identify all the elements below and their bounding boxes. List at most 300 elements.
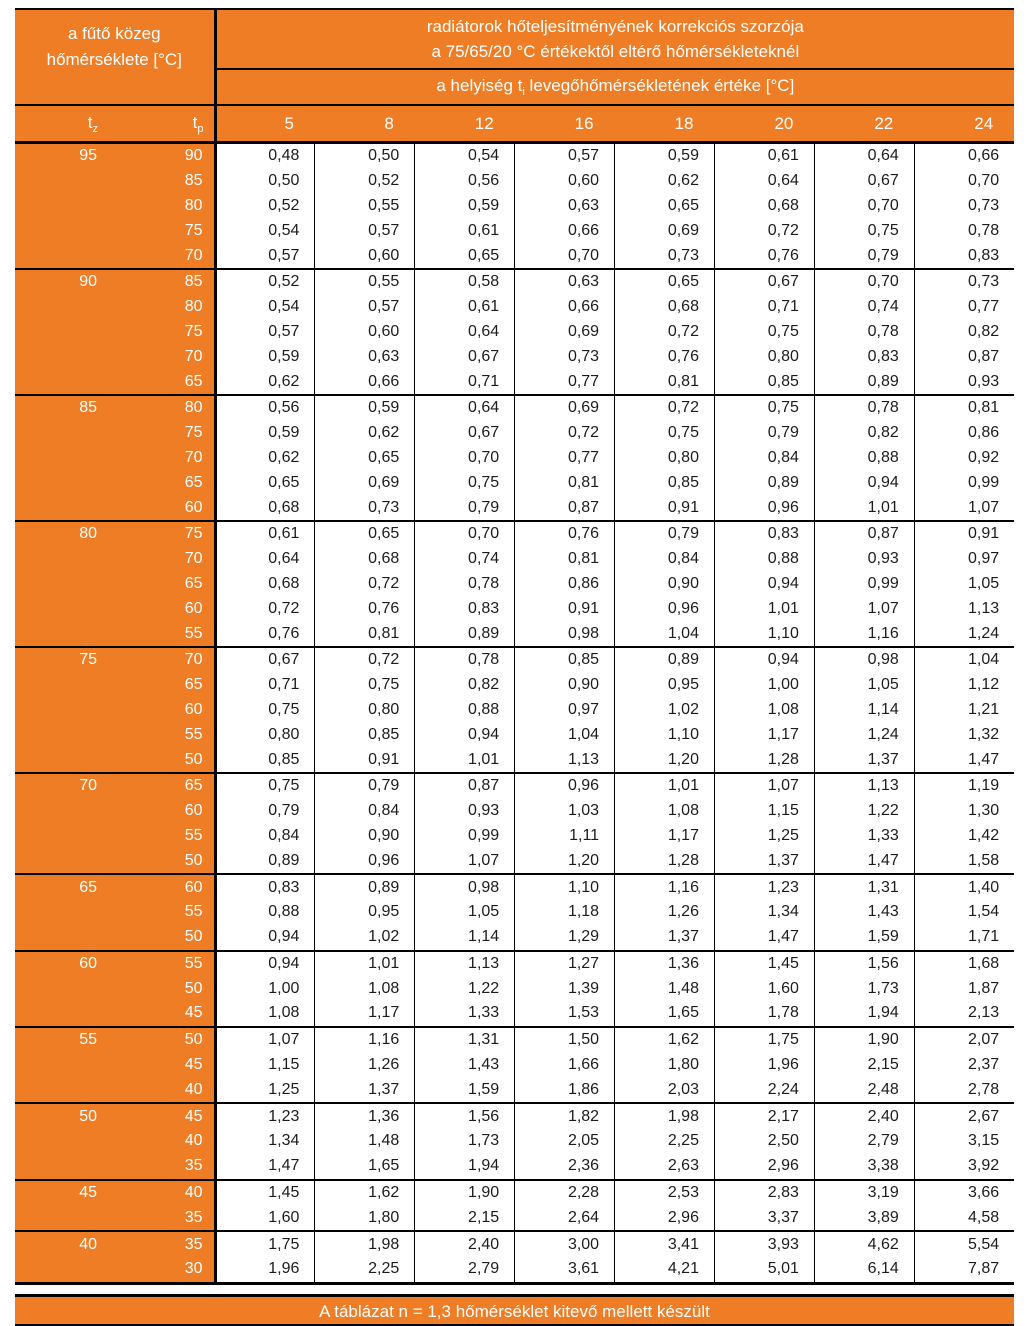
value-cell: 0,84 — [315, 799, 415, 824]
tz-cell — [15, 1205, 110, 1231]
value-cell: 7,87 — [914, 1257, 1014, 1283]
value-cell: 1,25 — [714, 824, 814, 849]
value-cell: 0,89 — [615, 647, 715, 673]
value-cell: 2,96 — [714, 1154, 814, 1180]
value-cell: 1,71 — [914, 925, 1014, 951]
value-cell: 1,59 — [814, 925, 914, 951]
value-cell: 1,96 — [714, 1053, 814, 1078]
value-cell: 0,85 — [315, 722, 415, 747]
value-cell: 1,45 — [714, 951, 814, 977]
value-cell: 1,31 — [814, 874, 914, 900]
value-cell: 1,31 — [415, 1027, 515, 1053]
value-cell: 3,93 — [714, 1231, 814, 1257]
value-cell: 0,81 — [914, 395, 1014, 421]
value-cell: 0,68 — [714, 194, 814, 219]
tp-base: t — [192, 112, 198, 132]
value-cell: 1,80 — [615, 1053, 715, 1078]
value-cell: 0,96 — [714, 495, 814, 521]
tp-cell: 70 — [110, 344, 215, 369]
value-cell: 1,23 — [714, 874, 814, 900]
value-cell: 0,94 — [215, 951, 315, 977]
value-cell: 0,64 — [814, 143, 914, 169]
tp-cell: 85 — [110, 269, 215, 295]
value-cell: 0,98 — [814, 647, 914, 673]
value-cell: 0,79 — [615, 521, 715, 547]
value-cell: 0,86 — [914, 421, 1014, 446]
value-cell: 3,38 — [814, 1154, 914, 1180]
tz-cell — [15, 848, 110, 874]
tz-cell — [15, 344, 110, 369]
value-cell: 0,75 — [615, 421, 715, 446]
tz-cell — [15, 596, 110, 621]
value-cell: 1,01 — [615, 773, 715, 799]
value-cell: 0,68 — [315, 547, 415, 572]
value-cell: 0,83 — [914, 243, 1014, 269]
value-cell: 0,90 — [315, 824, 415, 849]
tp-cell: 45 — [110, 1103, 215, 1129]
value-cell: 0,87 — [814, 521, 914, 547]
value-cell: 0,97 — [515, 698, 615, 723]
value-cell: 1,47 — [814, 848, 914, 874]
value-cell: 0,65 — [215, 470, 315, 495]
value-cell: 0,60 — [315, 243, 415, 269]
value-cell: 0,59 — [215, 421, 315, 446]
heating-medium-header — [15, 9, 215, 105]
value-cell: 0,64 — [415, 320, 515, 345]
value-cell: 1,27 — [515, 951, 615, 977]
value-cell: 1,00 — [215, 976, 315, 1001]
tz-cell — [15, 1154, 110, 1180]
value-cell: 0,59 — [615, 143, 715, 169]
value-cell: 0,78 — [415, 647, 515, 673]
table-row — [15, 169, 1014, 194]
room-air-temp-subscript: i — [522, 86, 525, 98]
value-cell: 0,57 — [515, 143, 615, 169]
value-cell: 0,65 — [615, 269, 715, 295]
value-cell: 0,54 — [215, 295, 315, 320]
value-cell: 1,26 — [315, 1053, 415, 1078]
tz-cell: 40 — [15, 1231, 110, 1257]
value-cell: 0,89 — [415, 621, 515, 647]
value-cell: 1,60 — [714, 976, 814, 1001]
value-cell: 1,16 — [814, 621, 914, 647]
tz-cell — [15, 621, 110, 647]
tp-cell: 35 — [110, 1231, 215, 1257]
tz-cell: 90 — [15, 269, 110, 295]
table-row — [15, 572, 1014, 597]
value-cell: 1,36 — [315, 1103, 415, 1129]
value-cell: 0,94 — [714, 572, 814, 597]
value-cell: 0,73 — [914, 269, 1014, 295]
value-cell: 1,37 — [315, 1077, 415, 1103]
value-cell: 0,85 — [215, 747, 315, 773]
value-cell: 1,21 — [914, 698, 1014, 723]
value-cell: 2,05 — [515, 1129, 615, 1154]
temp-column-header: 8 — [315, 105, 415, 143]
value-cell: 0,69 — [515, 395, 615, 421]
tp-cell: 85 — [110, 169, 215, 194]
footer-note-text: A táblázat n = 1,3 hőmérséklet kitevő mellett készült — [319, 1301, 710, 1321]
value-cell: 0,59 — [215, 344, 315, 369]
value-cell: 0,85 — [714, 369, 814, 395]
value-cell: 1,08 — [215, 1001, 315, 1027]
value-cell: 0,57 — [215, 320, 315, 345]
temp-column-header: 24 — [914, 105, 1014, 143]
value-cell: 2,24 — [714, 1077, 814, 1103]
tz-cell — [15, 421, 110, 446]
value-cell: 1,28 — [714, 747, 814, 773]
value-cell: 1,13 — [515, 747, 615, 773]
tz-cell: 80 — [15, 521, 110, 547]
value-cell: 1,82 — [515, 1103, 615, 1129]
value-cell: 0,67 — [415, 421, 515, 446]
value-cell: 3,15 — [914, 1129, 1014, 1154]
value-cell: 0,62 — [615, 169, 715, 194]
tp-cell: 75 — [110, 218, 215, 243]
tz-cell — [15, 1001, 110, 1027]
tp-cell: 45 — [110, 1001, 215, 1027]
value-cell: 1,07 — [714, 773, 814, 799]
tz-cell — [15, 1053, 110, 1078]
value-cell: 0,72 — [615, 320, 715, 345]
tp-cell: 80 — [110, 194, 215, 219]
value-cell: 1,37 — [615, 925, 715, 951]
table-row — [15, 824, 1014, 849]
value-cell: 1,13 — [814, 773, 914, 799]
value-cell: 0,75 — [215, 773, 315, 799]
table-row — [15, 1001, 1014, 1027]
tp-cell: 50 — [110, 925, 215, 951]
value-cell: 0,80 — [315, 698, 415, 723]
value-cell: 0,57 — [315, 295, 415, 320]
value-cell: 4,21 — [615, 1257, 715, 1283]
value-cell: 1,80 — [315, 1205, 415, 1231]
value-cell: 1,94 — [814, 1001, 914, 1027]
value-cell: 0,76 — [615, 344, 715, 369]
tp-cell: 75 — [110, 521, 215, 547]
value-cell: 0,72 — [515, 421, 615, 446]
heating-medium-header-line2: hőmérséklete [°C] — [46, 50, 182, 69]
value-cell: 0,64 — [714, 169, 814, 194]
tp-cell: 75 — [110, 320, 215, 345]
tz-base: t — [87, 112, 93, 132]
value-cell: 2,64 — [515, 1205, 615, 1231]
value-cell: 0,91 — [615, 495, 715, 521]
value-cell: 0,96 — [515, 773, 615, 799]
value-cell: 2,25 — [315, 1257, 415, 1283]
value-cell: 1,47 — [714, 925, 814, 951]
value-cell: 2,40 — [415, 1231, 515, 1257]
value-cell: 3,37 — [714, 1205, 814, 1231]
value-cell: 1,32 — [914, 722, 1014, 747]
value-cell: 1,53 — [515, 1001, 615, 1027]
value-cell: 1,13 — [914, 596, 1014, 621]
value-cell: 2,83 — [714, 1180, 814, 1206]
tp-cell: 70 — [110, 243, 215, 269]
value-cell: 1,18 — [515, 900, 615, 925]
table-row — [15, 874, 1014, 900]
tz-cell — [15, 572, 110, 597]
tp-cell: 75 — [110, 421, 215, 446]
value-cell: 0,68 — [615, 295, 715, 320]
value-cell: 1,75 — [215, 1231, 315, 1257]
value-cell: 1,90 — [415, 1180, 515, 1206]
value-cell: 4,58 — [914, 1205, 1014, 1231]
room-air-temp-suffix: levegőhőmérsékletének értéke [°C] — [524, 76, 795, 95]
tp-subscript: p — [197, 122, 204, 135]
value-cell: 0,75 — [714, 395, 814, 421]
value-cell: 0,78 — [814, 395, 914, 421]
value-cell: 0,83 — [415, 596, 515, 621]
value-cell: 1,90 — [814, 1027, 914, 1053]
value-cell: 0,89 — [315, 874, 415, 900]
value-cell: 1,10 — [714, 621, 814, 647]
value-cell: 2,07 — [914, 1027, 1014, 1053]
value-cell: 0,76 — [515, 521, 615, 547]
value-cell: 0,61 — [714, 143, 814, 169]
value-cell: 0,75 — [415, 470, 515, 495]
value-cell: 1,05 — [814, 673, 914, 698]
value-cell: 0,55 — [315, 269, 415, 295]
value-cell: 0,96 — [315, 848, 415, 874]
value-cell: 1,66 — [515, 1053, 615, 1078]
value-cell: 0,73 — [315, 495, 415, 521]
value-cell: 0,73 — [615, 243, 715, 269]
table-row — [15, 495, 1014, 521]
value-cell: 0,56 — [415, 169, 515, 194]
value-cell: 1,96 — [215, 1257, 315, 1283]
value-cell: 1,50 — [515, 1027, 615, 1053]
table-row — [15, 1103, 1014, 1129]
tp-cell: 65 — [110, 773, 215, 799]
value-cell: 0,73 — [515, 344, 615, 369]
value-cell: 0,66 — [315, 369, 415, 395]
table-row — [15, 1077, 1014, 1103]
value-cell: 1,47 — [215, 1154, 315, 1180]
tp-cell: 60 — [110, 799, 215, 824]
value-cell: 1,40 — [914, 874, 1014, 900]
table-row — [15, 421, 1014, 446]
value-cell: 0,91 — [315, 747, 415, 773]
value-cell: 5,01 — [714, 1257, 814, 1283]
value-cell: 1,60 — [215, 1205, 315, 1231]
table-row — [15, 799, 1014, 824]
tz-cell — [15, 698, 110, 723]
value-cell: 0,65 — [415, 243, 515, 269]
value-cell: 1,22 — [814, 799, 914, 824]
value-cell: 3,92 — [914, 1154, 1014, 1180]
room-air-temperature-header — [215, 69, 1014, 105]
value-cell: 1,00 — [714, 673, 814, 698]
value-cell: 0,70 — [914, 169, 1014, 194]
table-row — [15, 976, 1014, 1001]
value-cell: 0,91 — [914, 521, 1014, 547]
tz-cell — [15, 1129, 110, 1154]
value-cell: 1,01 — [714, 596, 814, 621]
value-cell: 1,54 — [914, 900, 1014, 925]
value-cell: 0,93 — [914, 369, 1014, 395]
table-row — [15, 596, 1014, 621]
value-cell: 1,05 — [914, 572, 1014, 597]
value-cell: 1,14 — [415, 925, 515, 951]
tz-cell — [15, 495, 110, 521]
value-cell: 2,48 — [814, 1077, 914, 1103]
value-cell: 1,02 — [615, 698, 715, 723]
value-cell: 1,16 — [315, 1027, 415, 1053]
tz-cell — [15, 722, 110, 747]
table-row — [15, 295, 1014, 320]
value-cell: 0,94 — [714, 647, 814, 673]
value-cell: 0,60 — [515, 169, 615, 194]
tp-cell: 55 — [110, 824, 215, 849]
value-cell: 0,79 — [714, 421, 814, 446]
tp-cell: 55 — [110, 722, 215, 747]
value-cell: 0,85 — [615, 470, 715, 495]
value-cell: 0,69 — [515, 320, 615, 345]
table-row — [15, 1154, 1014, 1180]
value-cell: 0,81 — [515, 470, 615, 495]
tp-cell: 60 — [110, 698, 215, 723]
value-cell: 2,50 — [714, 1129, 814, 1154]
tp-cell: 50 — [110, 848, 215, 874]
tz-cell — [15, 900, 110, 925]
value-cell: 0,70 — [415, 521, 515, 547]
tp-cell: 45 — [110, 1053, 215, 1078]
table-row — [15, 1205, 1014, 1231]
value-cell: 0,87 — [415, 773, 515, 799]
value-cell: 5,54 — [914, 1231, 1014, 1257]
correction-factor-header — [215, 9, 1014, 69]
tp-cell: 35 — [110, 1205, 215, 1231]
tp-cell: 40 — [110, 1077, 215, 1103]
value-cell: 1,87 — [914, 976, 1014, 1001]
value-cell: 1,05 — [415, 900, 515, 925]
table-row — [15, 446, 1014, 471]
tp-cell: 65 — [110, 673, 215, 698]
tz-cell: 95 — [15, 143, 110, 169]
value-cell: 1,02 — [315, 925, 415, 951]
tz-cell — [15, 169, 110, 194]
temp-column-header: 16 — [515, 105, 615, 143]
tp-cell: 60 — [110, 495, 215, 521]
table-row — [15, 722, 1014, 747]
value-cell: 0,89 — [215, 848, 315, 874]
value-cell: 0,61 — [215, 521, 315, 547]
value-cell: 1,07 — [215, 1027, 315, 1053]
table-row — [15, 547, 1014, 572]
tz-cell — [15, 1257, 110, 1283]
table-row — [15, 698, 1014, 723]
value-cell: 1,59 — [415, 1077, 515, 1103]
value-cell: 3,41 — [615, 1231, 715, 1257]
correction-factor-header-line1: radiátorok hőteljesítményének korrekciós szorzója — [426, 17, 804, 36]
value-cell: 0,82 — [914, 320, 1014, 345]
value-cell: 0,87 — [515, 495, 615, 521]
value-cell: 0,71 — [415, 369, 515, 395]
value-cell: 0,61 — [415, 295, 515, 320]
value-cell: 1,33 — [814, 824, 914, 849]
value-cell: 2,63 — [615, 1154, 715, 1180]
value-cell: 2,36 — [515, 1154, 615, 1180]
table-row — [15, 1257, 1014, 1283]
value-cell: 0,95 — [315, 900, 415, 925]
value-cell: 0,99 — [814, 572, 914, 597]
value-cell: 0,50 — [215, 169, 315, 194]
value-cell: 1,19 — [914, 773, 1014, 799]
value-cell: 0,78 — [814, 320, 914, 345]
value-cell: 1,62 — [615, 1027, 715, 1053]
value-cell: 0,56 — [215, 395, 315, 421]
value-cell: 1,04 — [914, 647, 1014, 673]
value-cell: 0,62 — [215, 446, 315, 471]
value-cell: 0,67 — [415, 344, 515, 369]
value-cell: 2,25 — [615, 1129, 715, 1154]
value-cell: 1,24 — [814, 722, 914, 747]
value-cell: 2,53 — [615, 1180, 715, 1206]
value-cell: 0,90 — [515, 673, 615, 698]
value-cell: 0,74 — [814, 295, 914, 320]
tp-cell: 55 — [110, 951, 215, 977]
value-cell: 2,67 — [914, 1103, 1014, 1129]
value-cell: 0,83 — [714, 521, 814, 547]
value-cell: 0,99 — [914, 470, 1014, 495]
value-cell: 1,42 — [914, 824, 1014, 849]
table-row — [15, 747, 1014, 773]
value-cell: 0,65 — [315, 521, 415, 547]
value-cell: 0,70 — [415, 446, 515, 471]
value-cell: 0,68 — [215, 495, 315, 521]
value-cell: 0,67 — [215, 647, 315, 673]
value-cell: 0,88 — [215, 900, 315, 925]
heating-medium-header-line1: a fűtő közeg — [67, 24, 161, 43]
value-cell: 1,01 — [415, 747, 515, 773]
value-cell: 0,59 — [415, 194, 515, 219]
value-cell: 1,98 — [615, 1103, 715, 1129]
tz-cell — [15, 799, 110, 824]
value-cell: 1,16 — [615, 874, 715, 900]
value-cell: 0,94 — [215, 925, 315, 951]
value-cell: 0,69 — [315, 470, 415, 495]
value-cell: 1,15 — [215, 1053, 315, 1078]
value-cell: 0,97 — [914, 547, 1014, 572]
temp-column-header: 20 — [714, 105, 814, 143]
value-cell: 0,78 — [914, 218, 1014, 243]
tz-cell — [15, 1077, 110, 1103]
value-cell: 0,86 — [515, 572, 615, 597]
table-row — [15, 1231, 1014, 1257]
value-cell: 0,82 — [814, 421, 914, 446]
value-cell: 0,59 — [315, 395, 415, 421]
value-cell: 0,98 — [515, 621, 615, 647]
tz-cell — [15, 295, 110, 320]
tp-cell: 35 — [110, 1154, 215, 1180]
value-cell: 0,88 — [415, 698, 515, 723]
value-cell: 0,62 — [215, 369, 315, 395]
value-cell: 1,07 — [914, 495, 1014, 521]
value-cell: 1,08 — [315, 976, 415, 1001]
value-cell: 2,15 — [814, 1053, 914, 1078]
value-cell: 0,69 — [615, 218, 715, 243]
value-cell: 2,40 — [814, 1103, 914, 1129]
value-cell: 1,43 — [814, 900, 914, 925]
value-cell: 1,30 — [914, 799, 1014, 824]
value-cell: 2,96 — [615, 1205, 715, 1231]
value-cell: 1,01 — [814, 495, 914, 521]
value-cell: 0,80 — [215, 722, 315, 747]
value-cell: 1,56 — [814, 951, 914, 977]
value-cell: 0,73 — [914, 194, 1014, 219]
tz-cell — [15, 470, 110, 495]
